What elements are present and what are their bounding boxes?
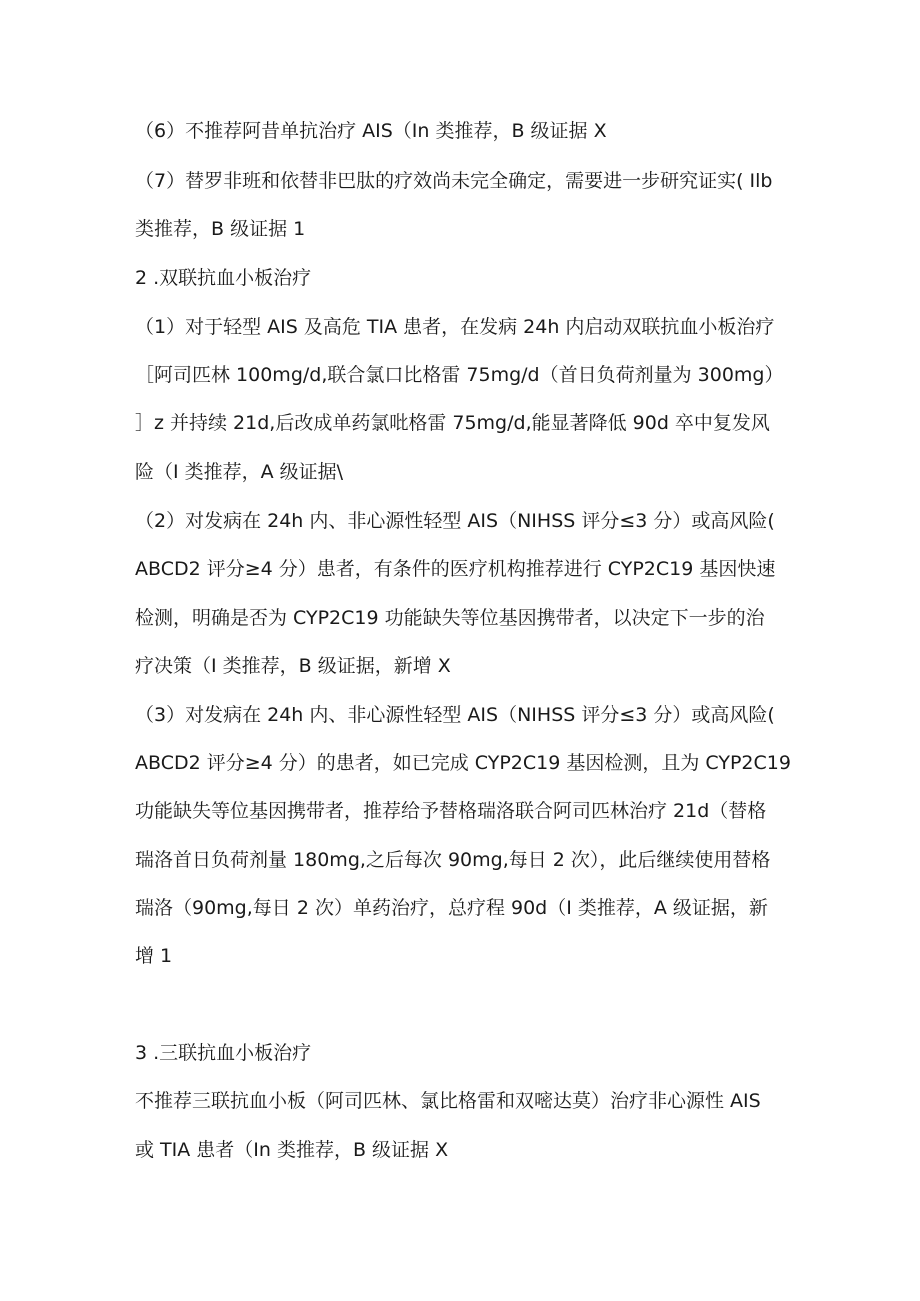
text-line-dual-3-cont-d: 瑞洛（90mg,每日 2 次）单药治疗，总疗程 90d（I 类推荐，A 级证据，新 xyxy=(135,897,768,919)
text-line-dual-2-cont-a: ABCD2 评分≥4 分）患者，有条件的医疗机构推荐进行 CYP2C19 基因快速 xyxy=(135,558,776,580)
text-line-7-continued: 类推荐，B 级证据 1 xyxy=(135,218,306,240)
text-line-dual-3-cont-a: ABCD2 评分≥4 分）的患者，如已完成 CYP2C19 基因检测，且为 CYP2C19 xyxy=(135,752,791,774)
text-line-dual-2-cont-c: 疗决策（I 类推荐，B 级证据，新增 X xyxy=(135,655,451,677)
text-line-dual-1-cont-a: ［阿司匹林 100mg/d,联合氯口比格雷 75mg/d（首日负荷剂量为 300mg） xyxy=(135,364,784,386)
text-line-dual-3: （3）对发病在 24h 内、非心源性轻型 AIS（NIHSS 评分≤3 分）或高风险( xyxy=(135,704,775,726)
text-line-dual-3-cont-c: 瑞洛首日负荷剂量 180mg,之后每次 90mg,每日 2 次），此后继续使用替格 xyxy=(135,849,771,871)
text-line-triple: 不推荐三联抗血小板（阿司匹林、氯比格雷和双嘧达莫）治疗非心源性 AIS xyxy=(135,1090,761,1112)
text-line-dual-2: （2）对发病在 24h 内、非心源性轻型 AIS（NIHSS 评分≤3 分）或高风险( xyxy=(135,510,775,532)
section-heading-triple-antiplatelet: 3 .三联抗血小板治疗 xyxy=(135,1042,312,1064)
text-line-dual-1: （1）对于轻型 AIS 及高危 TIA 患者，在发病 24h 内启动双联抗血小板治疗 xyxy=(135,316,775,338)
text-line-triple-cont: 或 TIA 患者（In 类推荐，B 级证据 X xyxy=(135,1139,449,1161)
section-heading-dual-antiplatelet: 2 .双联抗血小板治疗 xyxy=(135,267,312,289)
text-line-dual-2-cont-b: 检测，明确是否为 CYP2C19 功能缺失等位基因携带者，以决定下一步的治 xyxy=(135,607,765,629)
text-line-dual-1-cont-c: 险（I 类推荐，A 级证据\ xyxy=(135,461,344,483)
text-line-7-recommendation: （7）替罗非班和依替非巴肽的疗效尚未完全确定，需要进一步研究证实( Ilb xyxy=(135,170,773,192)
text-line-dual-1-cont-b: ］z 并持续 21d,后改成单药氯吡格雷 75mg/d,能显著降低 90d 卒中复发风 xyxy=(135,412,770,434)
text-line-6-recommendation: （6）不推荐阿昔单抗治疗 AIS（In 类推荐，B 级证据 X xyxy=(135,120,607,142)
text-line-dual-3-cont-b: 功能缺失等位基因携带者，推荐给予替格瑞洛联合阿司匹林治疗 21d（替格 xyxy=(135,800,767,822)
text-line-dual-3-cont-e: 增 1 xyxy=(135,945,173,967)
